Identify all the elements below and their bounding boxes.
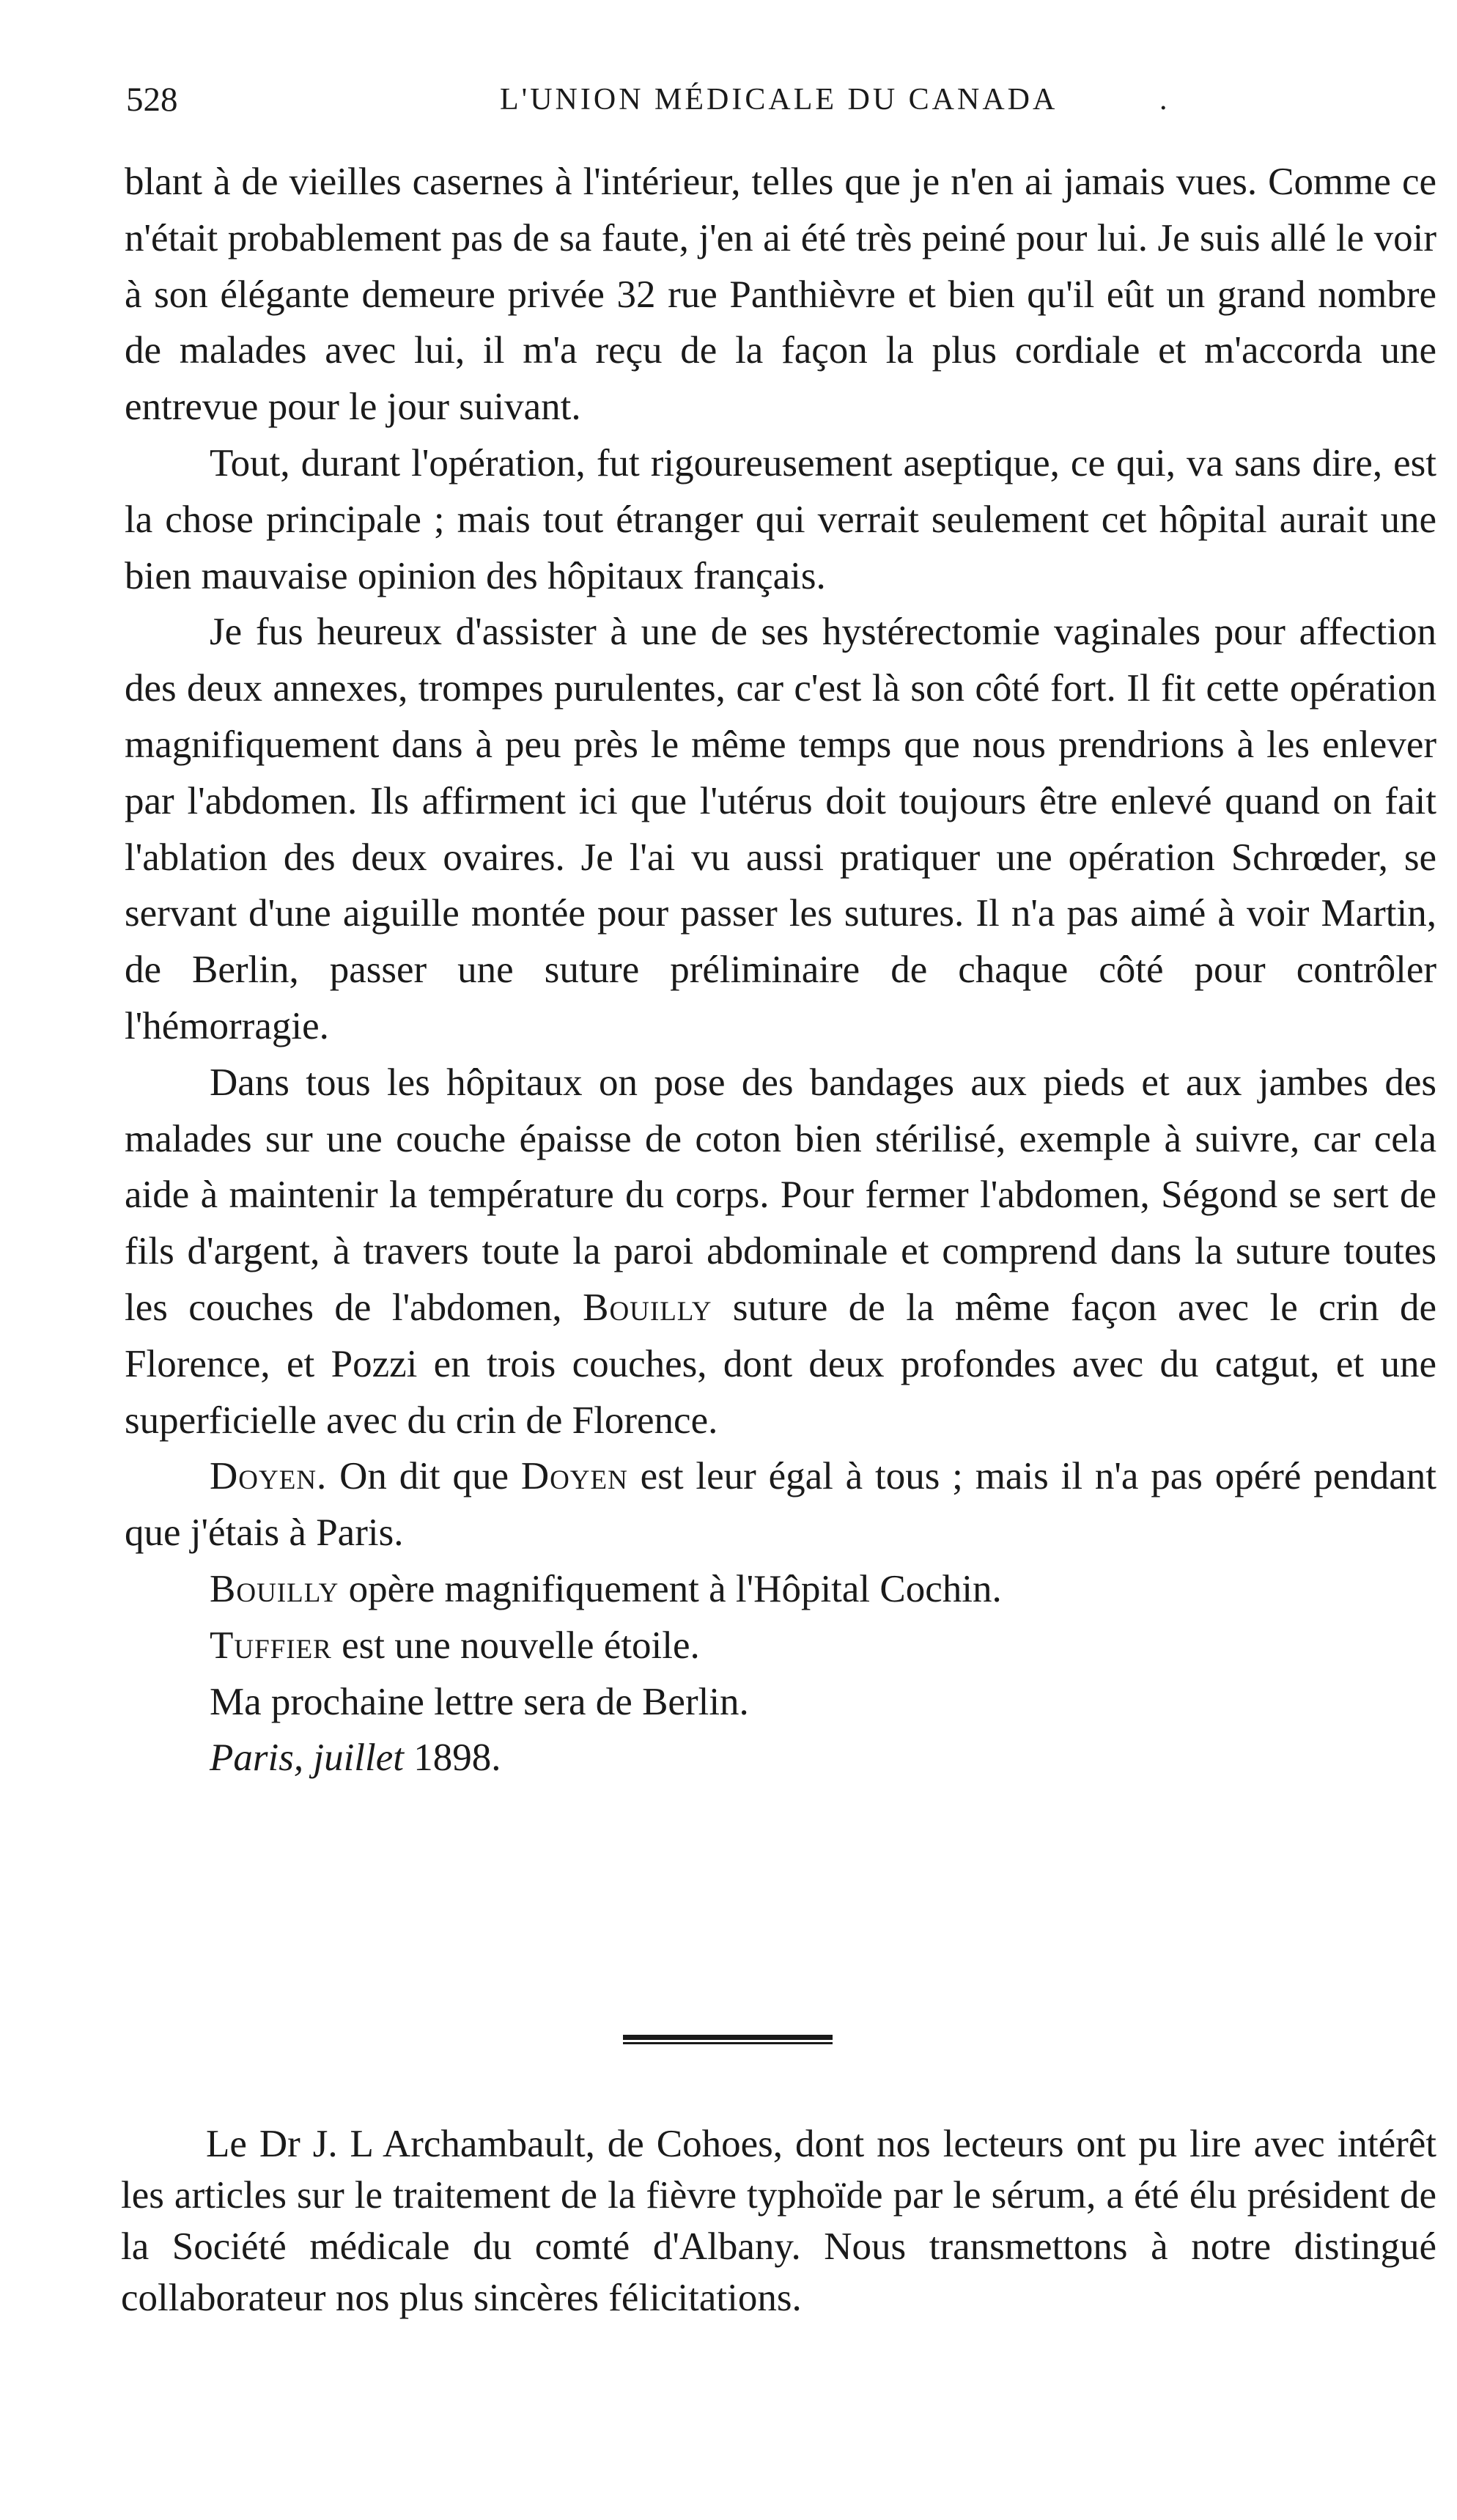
- paragraph-2: Tout, durant l'opération, fut rigoureusement aseptique, ce qui, va sans dire, est la chose principale ; mais tout étranger qui verrait seulement cet hôpital aurait une bien mauvaise opinion des hôpitaux français.: [125, 441, 1436, 597]
- surgeon-name-tuffier: Tuffier: [210, 1624, 332, 1667]
- surgeon-name-bouilly-2: Bouilly: [210, 1567, 339, 1610]
- paragraph-4: [125, 1055, 1436, 1449]
- paragraph-5: [125, 1448, 1436, 1561]
- article-body: [125, 154, 1436, 1786]
- divider-thin-line: [623, 2042, 833, 2044]
- paragraph-8: Ma prochaine lettre sera de Berlin.: [210, 1680, 749, 1723]
- signoff-year: 1898.: [404, 1736, 501, 1780]
- paragraph-5-text-a: On dit que: [327, 1455, 521, 1498]
- page-number: 528: [126, 81, 178, 119]
- notice-section: [121, 2118, 1436, 2324]
- section-divider: [623, 2035, 833, 2045]
- surgeon-name-bouilly: Bouilly: [583, 1286, 712, 1329]
- notice-paragraph: Le Dr J. L Archambault, de Cohoes, dont nos lecteurs ont pu lire avec intérêt les articles sur le traitement de la fièvre typhoïde par le sérum, a été élu président de la Société médicale du comté d'Albany. Nous transmettons à notre distingué collaborateur nos plus sincères félicitations.: [121, 2123, 1436, 2319]
- divider-thick-line: [623, 2035, 833, 2040]
- page-header: [126, 70, 1438, 129]
- paragraph-7-text: est une nouvelle étoile.: [331, 1624, 700, 1667]
- running-head-dot: .: [1159, 83, 1168, 117]
- paragraph-6: [125, 1561, 1436, 1618]
- paragraph-3: Je fus heureux d'assister à une de ses hystérectomie vaginales pour affection des deux annexes, trompes purulentes, car c'est là son côté fort. Il fit cette opération magnifiquement dans à peu près le même temps que nous prendrions à les enlever par l'abdomen. Ils affirment ici que l'utérus doit toujours être enlevé quand on fait l'ablation des deux ovaires. Je l'ai vu aussi pratiquer une opération Schrœder, se servant d'une aiguille montée pour passer les sutures. Il n'a pas aimé à voir Martin, de Berlin, passer une suture préliminaire de chaque côté pour contrôler l'hémorragie.: [125, 611, 1436, 1047]
- paragraph-4-text-a: Dans tous les hôpitaux on pose des bandages aux pieds et aux jambes des malades sur une couche épaisse de coton bien stérilisé, exemple à suivre, car cela aide à maintenir la température du corps. Pour fermer l'abdomen, Ségond se sert de fils d'argent, à travers toute la paroi abdominale et comprend dans la suture toutes les couches de l'abdomen,: [125, 1061, 1436, 1329]
- signoff: [125, 1730, 1436, 1786]
- paragraph-7: [125, 1618, 1436, 1674]
- paragraph-5-text-b: est leur égal à tous ; mais il n'a pas opéré pendant que j'étais à Paris.: [125, 1455, 1437, 1555]
- paragraph-4-text-b: suture de la même façon avec le crin de Florence, et Pozzi en trois couches, dont deux profondes avec du catgut, et une superficielle avec du crin de Florence.: [125, 1286, 1436, 1442]
- running-head: L'UNION MÉDICALE DU CANADA: [500, 83, 1058, 117]
- surgeon-name-doyen: Doyen.: [210, 1455, 328, 1498]
- paragraph-6-text: opère magnifiquement à l'Hôpital Cochin.: [339, 1567, 1002, 1610]
- paragraph-1: blant à de vieilles casernes à l'intérieur, telles que je n'en ai jamais vues. Comme ce n'était probablement pas de sa faute, j'en ai été très peiné pour lui. Je suis allé le voir à son élégante demeure privée 32 rue Panthièvre et bien qu'il eût un grand nombre de malades avec lui, il m'a reçu de la façon la plus cordiale et m'accorda une entrevue pour le jour suivant.: [125, 161, 1436, 429]
- surgeon-name-doyen-2: Doyen: [520, 1455, 628, 1498]
- signoff-place: Paris, juillet: [210, 1736, 404, 1780]
